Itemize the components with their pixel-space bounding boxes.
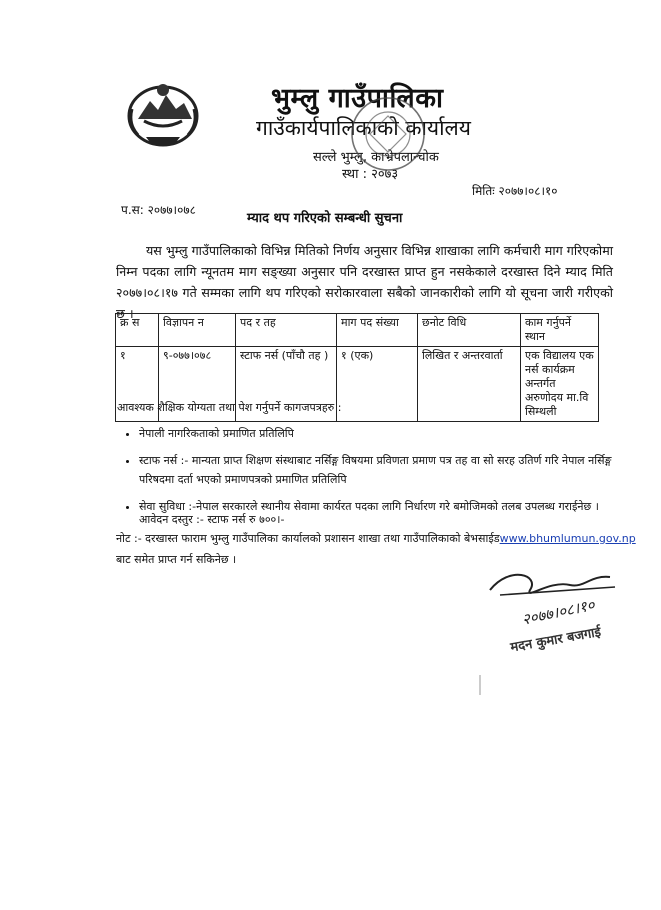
signature-date: २०७७।०८।१० [520,595,597,629]
header-cell: विज्ञापन न [159,314,236,347]
signatory-name: मदन कुमार बजगाई [509,624,603,656]
notice-date: मितिः २०७७।०८।१० [472,184,558,198]
table-cell: स्टाफ नर्स (पाँचौ तह ) [236,347,337,422]
header-cell: क्र स [116,314,159,347]
table-cell: ९-०७७।०७८ [159,347,236,422]
table-cell: १ (एक) [337,347,418,422]
reference-number: प.स: २०७७।०७८ [121,203,196,217]
municipality-name: भुम्लु गाउँपालिका [271,83,444,114]
note-text: नोट :- दरखास्त फाराम भुम्लु गाउँपालिका कार्यालको प्रशासन शाखा तथा गाउँपालिकाको बेभसाईड [116,532,500,545]
office-address: सल्ले भुम्लु, काभ्रेपलान्चोक [313,150,439,165]
website-link[interactable]: www.bhumlumun.gov.np [499,532,636,545]
table-cell: १ [116,347,159,422]
notice-body: यस भुम्लु गाउँपालिकाको विभिन्न मितिको निर्णय अनुसार विभिन्न शाखाका लागि कर्मचारी माग गरिएकोमा निम्न पदका लागि न्यूनतम माग सङ्ख्या अनुसार पनि दरखास्त प्राप्त हुन नसकेकाले दरखास्त दिने म्याद मिति २०७७।०८।१७ गते सम्मका लागि थप गरिएको सरोकारवाला सबैको जानकारीको लागि यो सूचना जारी गरीएको छ । [116,243,613,321]
list-item: • सेवा सुविधा :-नेपाल सरकारले स्थानीय सेवामा कार्यरत पदका लागि निर्धारण गरे बमोजिमको तलब उपलब्ध गराईनेछ । [139,497,649,516]
list-item: • स्टाफ नर्स :- मान्यता प्राप्त शिक्षण संस्थाबाट नर्सिङ्ग विषयमा प्रविणता प्रमाण पत्र तह वा सो सरह उतिर्ण गरि नेपाल नर्सिङ्ग परिषदमा दर्ता भएको प्रमाणपत्रको प्रमाणित प्रतिलिपि [139,451,649,489]
table-header-row [116,314,599,347]
notice-subject: म्याद थप गरिएको सम्बन्धी सुचना [247,211,403,226]
header-cell: छनोट विधि [418,314,521,347]
header-cell: माग पद संख्या [337,314,418,347]
requirements-list [117,424,649,524]
established-year: स्था : २०७३ [342,167,399,182]
note-suffix: बाट समेत प्राप्त गर्न सकिनेछ । [116,553,237,566]
table-cell: लिखित र अन्तरवार्ता [418,347,521,422]
office-stamp [330,84,450,184]
list-item: • नेपाली नागरिकताको प्रमाणित प्रतिलिपि [139,424,649,443]
office-name: गाउँकार्यपालिकाको कार्यालय [256,116,471,140]
header-cell: पद र तह [236,314,337,347]
requirements-title: आवश्यक शैक्षिक योग्यता तथा पेश गर्नुपर्ने कागजपत्रहरु : [117,401,342,414]
header-cell: काम गर्नुपर्ने स्थान [521,314,599,347]
table-cell: एक विद्यालय एक नर्स कार्यक्रम अन्तर्गत अरुणोदय मा.वि सिम्थली [521,347,599,422]
application-fee: आवेदन दस्तुर :- स्टाफ नर्स रु ७००।- [139,513,285,526]
nepal-government-emblem [124,79,202,149]
signature [470,555,630,705]
